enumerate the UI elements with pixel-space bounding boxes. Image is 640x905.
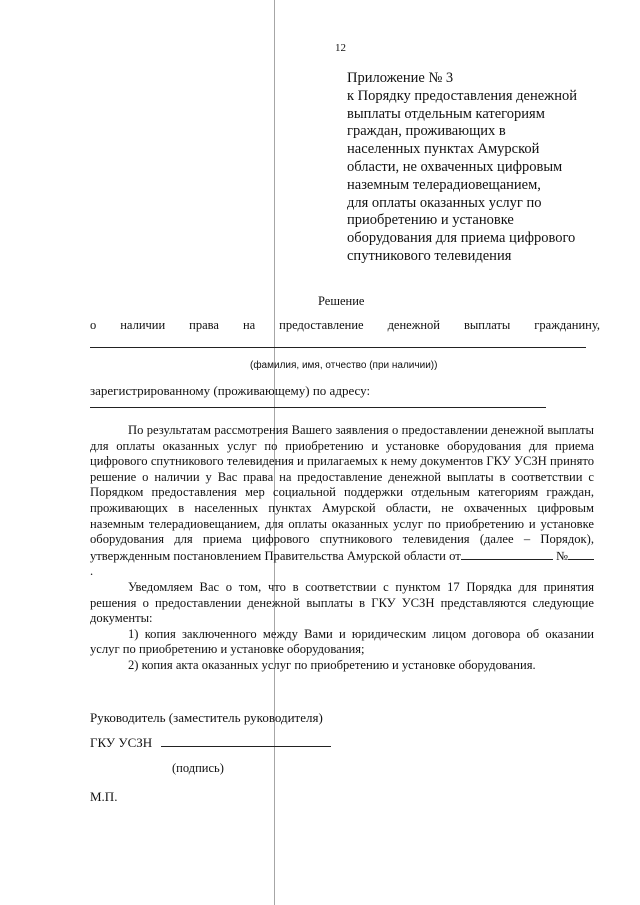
page-number: 12 [335,42,346,54]
appendix-line: спутникового телевидения [347,247,512,264]
document-item-2: 2) копия акта оказанных услуг по приобретению и установке оборудования. [128,657,536,672]
subject-word: выплаты [463,318,511,332]
subject-word: наличии [120,318,166,332]
appendix-line: области, не охваченных цифровым [347,158,563,175]
appendix-line: наземным телерадиовещанием, [347,176,541,193]
appendix-line: населенных пунктах Амурской [347,141,540,158]
date-prefix: области от [403,548,461,563]
subject-word: денежной [387,318,440,332]
appendix-line: приобретению и установке [347,212,514,229]
appendix-line: граждан, проживающих в [347,123,506,140]
date-blank[interactable] [461,548,553,560]
signature-fill-line[interactable] [161,735,331,747]
appendix-line: для оплаты оказанных услуг по [347,194,542,211]
subject-word: о [90,318,97,332]
document-title: Решение [318,294,365,308]
org-name: ГКУ УСЗН [90,735,153,750]
paragraph-notice: Уведомляем Вас о том, что в соответствии с пунктом 17 Порядка для принятия решения о предоставлении денежной выплаты в ГКУ УСЗН представляются следующие документы: [90,579,594,626]
signatory-org [90,735,331,751]
address-label: зарегистрированному (проживающему) по адресу: [90,383,371,398]
appendix-line: выплаты отдельным категориям [347,105,545,122]
paragraph-main-text: По результатам рассмотрения Вашего заявления о предоставлении денежной выплаты для оплаты оказанных услуг по приобретению и установке оборудования для приема цифрового спутникового телевидения и прилагаемых к нему документов ГКУ УСЗН принято решение о наличии у Вас права на предоставление денежной выплаты в соответствии с Порядком предоставления мер социальной поддержки отдельным категориям граждан, проживающих в населенных пунктах Амурской области, не охваченных цифровым наземным телерадиовещанием, для оплаты оказанных услуг по приобретению и установке оборудования для приема цифрового спутникового телевидения (далее – Порядок), утвержденным постановлением Правительства Амурской [90,423,594,563]
signatory-role: Руководитель (заместитель руководителя) [90,710,323,725]
decision-body [90,423,594,674]
appendix-line: Приложение № 3 [347,70,454,86]
subject-word: гражданину, [534,318,600,332]
appendix-line: к Порядку предоставления денежной [347,87,577,104]
number-blank[interactable] [568,548,594,560]
name-fill-line[interactable] [90,347,586,348]
appendix-line: оборудования для приема цифрового [347,230,576,247]
decision-subject-line [90,318,600,333]
appendix-header [347,70,607,266]
subject-word: права [189,318,219,332]
stamp-place: М.П. [90,789,118,804]
subject-word: на [242,318,256,332]
number-sign: № [555,548,568,563]
subject-word: предоставление [279,318,364,332]
name-caption: (фамилия, имя, отчество (при наличии)) [250,360,438,371]
paragraph-main [90,423,594,580]
address-fill-line[interactable] [90,407,546,408]
signature-caption: (подпись) [172,761,224,775]
document-item-1: 1) копия заключенного между Вами и юридическим лицом договора об оказании услуг по приобретению и установке оборудования; [90,626,594,657]
paragraph-main-end: . [90,564,94,579]
